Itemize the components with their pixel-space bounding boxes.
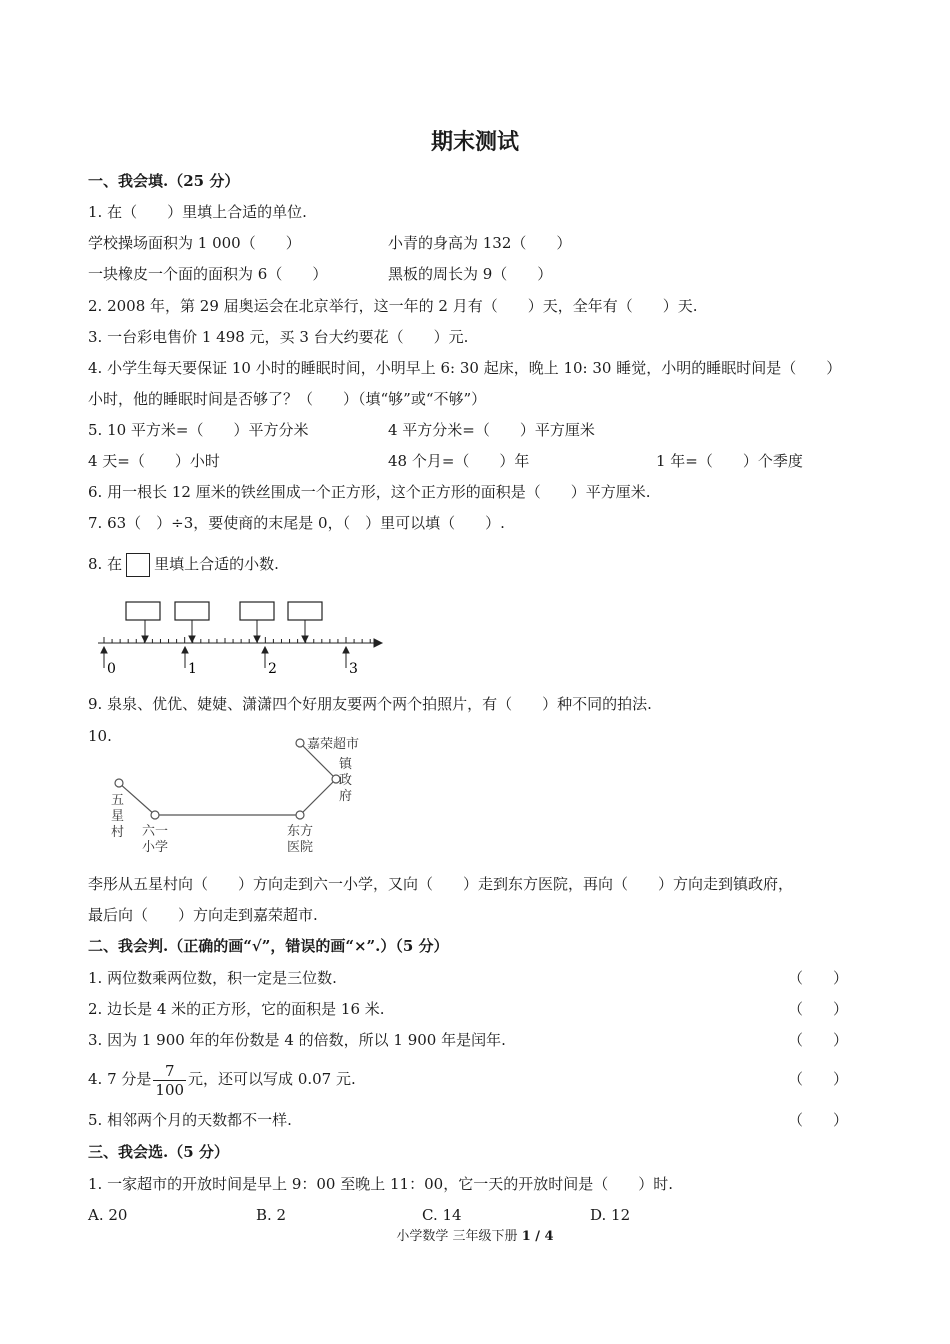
q3-1: 1. 一家超市的开放时间是早上 9：00 至晚上 11：00，它一天的开放时间是（ ）时. <box>88 1175 673 1193</box>
q1-10a: 李彤从五星村向（ ）方向走到六一小学，又向（ ）走到东方医院，再向（ ）方向走到镇政府， <box>88 875 794 893</box>
fraction-denominator: 100 <box>155 1080 185 1099</box>
q1-6: 6. 用一根长 12 厘米的铁丝围成一个正方形，这个正方形的面积是（ ）平方厘米. <box>88 483 651 501</box>
nl-label-1: 1 <box>188 661 197 677</box>
q1-1b: 小青的身高为 132（ ） <box>388 234 572 252</box>
route-path <box>119 743 336 815</box>
label-jiarong: 嘉荣超市 <box>307 737 360 752</box>
q1-5a: 5. 10 平方米=（ ）平方分米 <box>88 421 309 439</box>
nl-label-2: 2 <box>268 661 277 677</box>
label-wuxing-1: 五 <box>111 793 125 808</box>
label-liuyi-2: 小学 <box>142 840 169 855</box>
fraction <box>153 1062 186 1099</box>
page-title: 期末测试 <box>430 129 519 155</box>
answer-box <box>126 553 150 577</box>
section-1-heading: 一、我会填.（25 分） <box>88 172 240 190</box>
q2-2-blank: （ ） <box>788 1000 849 1018</box>
label-dongfang-2: 医院 <box>287 840 314 855</box>
page-footer <box>0 1228 950 1246</box>
q2-4-pre: 4. 7 分是 <box>88 1070 152 1088</box>
node-dongfang <box>296 811 304 819</box>
section-3-heading: 三、我会选.（5 分） <box>88 1143 229 1161</box>
label-arrows <box>101 647 349 668</box>
q1-8 <box>88 553 279 577</box>
q2-1-blank: （ ） <box>788 969 849 987</box>
q2-4-post: 元，还可以写成 0.07 元. <box>188 1070 356 1088</box>
q1-9: 9. 泉泉、优优、婕婕、潇潇四个好朋友要两个两个拍照片，有（ ）种不同的拍法. <box>88 695 652 713</box>
label-wuxing-2: 星 <box>111 809 125 824</box>
q2-5: 5. 相邻两个月的天数都不一样. <box>88 1111 292 1129</box>
label-liuyi-1: 六一 <box>142 824 169 839</box>
number-line-figure <box>92 598 392 678</box>
node-liuyi <box>151 811 159 819</box>
option-a: A. 20 <box>88 1206 128 1224</box>
route-map-figure <box>100 726 380 861</box>
number-line <box>98 637 382 647</box>
answer-boxes <box>126 602 322 620</box>
q1-8-pre: 8. 在 <box>88 555 123 573</box>
fraction-numerator: 7 <box>153 1062 186 1081</box>
q1-10: 10. <box>88 727 112 745</box>
option-c: C. 14 <box>422 1206 462 1224</box>
node-wuxing <box>115 779 123 787</box>
footer-page-number: 1 / 4 <box>521 1229 554 1244</box>
q1-1c: 一块橡皮一个面的面积为 6（ ） <box>88 265 328 283</box>
footer-subject: 小学数学 三年级下册 <box>396 1229 522 1244</box>
q1-5d: 48 个月=（ ）年 <box>388 452 530 470</box>
nl-label-3: 3 <box>349 661 358 677</box>
q1-1d: 黑板的周长为 9（ ） <box>388 265 553 283</box>
number-box-1 <box>126 602 160 620</box>
q2-5-blank: （ ） <box>788 1111 849 1129</box>
q1-5e: 1 年=（ ）个季度 <box>656 452 803 470</box>
q1-7: 7. 63（ ）÷3，要使商的末尾是 0，（ ）里可以填（ ）. <box>88 514 505 532</box>
q1-10b: 最后向（ ）方向走到嘉荣超市. <box>88 906 318 924</box>
node-jiarong <box>296 739 304 747</box>
q1-5c: 4 天=（ ）小时 <box>88 452 220 470</box>
q1-4b: 小时，他的睡眠时间是否够了？（ ）（填“够”或“不够”） <box>88 390 487 408</box>
number-box-3 <box>240 602 274 620</box>
q1-2: 2. 2008 年，第 29 届奥运会在北京举行，这一年的 2 月有（ ）天，全年有（ ）天. <box>88 297 698 315</box>
q2-4 <box>88 1053 356 1105</box>
number-box-2 <box>175 602 209 620</box>
q2-4-blank: （ ） <box>788 1070 849 1088</box>
q1-8-post: 里填上合适的小数. <box>154 555 279 573</box>
q2-2: 2. 边长是 4 米的正方形，它的面积是 16 米. <box>88 1000 385 1018</box>
section-2-heading: 二、我会判.（正确的画“√”，错误的画“×”.）（5 分） <box>88 937 449 955</box>
q2-1: 1. 两位数乘两位数，积一定是三位数. <box>88 969 337 987</box>
option-b: B. 2 <box>256 1206 287 1224</box>
q1-3: 3. 一台彩电售价 1 498 元，买 3 台大约要花（ ）元. <box>88 328 469 346</box>
label-dongfang-1: 东方 <box>287 824 314 839</box>
option-d: D. 12 <box>590 1206 631 1224</box>
label-wuxing-3: 村 <box>111 825 125 840</box>
label-fu: 府 <box>339 789 353 804</box>
q1-1: 1. 在（ ）里填上合适的单位. <box>88 203 307 221</box>
q1-5b: 4 平方分米=（ ）平方厘米 <box>388 421 595 439</box>
number-box-4 <box>288 602 322 620</box>
q2-3-blank: （ ） <box>788 1031 849 1049</box>
nl-label-0: 0 <box>107 661 116 677</box>
q1-1a: 学校操场面积为 1 000（ ） <box>88 234 301 252</box>
q2-3: 3. 因为 1 900 年的年份数是 4 的倍数，所以 1 900 年是闰年. <box>88 1031 506 1049</box>
label-zhen: 镇 <box>339 757 353 772</box>
q1-4a: 4. 小学生每天要保证 10 小时的睡眠时间，小明早上 6: 30 起床，晚上 10: 30 睡觉，小明的睡眠时间是（ ） <box>88 359 842 377</box>
label-zheng: 政 <box>339 773 353 788</box>
